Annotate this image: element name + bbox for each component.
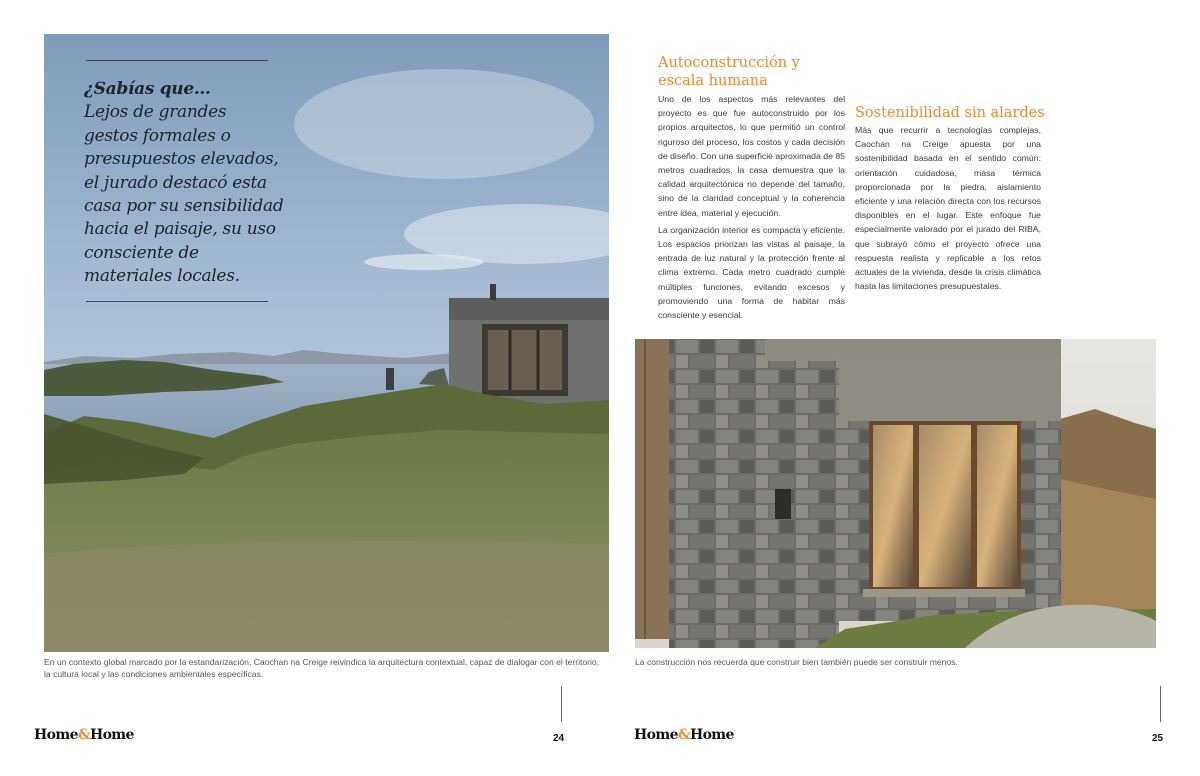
brand-logo-left: Home&Home [34,727,134,743]
quote-bottom-rule [86,301,268,302]
pull-quote [84,78,284,289]
quote-lead: ¿Sabías que… [84,79,211,99]
left-photo-caption: En un contexto global marcado por la estandarización, Caochan na Creige reivindica la arquitectura contextual, capaz de dialogar con el territorio, la cultura local y las condiciones ambientales específicas. [44,657,600,679]
section2-paragraph-1: Más que recurrir a tecnologías complejas, Caochan na Creige apuesta por una sostenibilidad basada en el sentido común: orientación cuidadosa, masa térmica proporcionada por la piedra, aislamiento eficiente y una relación directa con los recursos disponibles en el lugar. Este enfoque fue especialmente valorado por el jurado del RIBA, que subrayó cómo el proyecto ofrece una respuesta realista y replicable a los retos actuales de la vivienda, desde la crisis climática hasta las limitaciones presupuestales. [855,125,1041,292]
section1-paragraph-1: Uno de los aspectos más relevantes del proyecto es que fue autoconstruido por los propios arquitectos, lo que permitió un control riguroso del proceso, los costos y cada decisión de diseño. Con una superficie aproximada de 85 metros cuadrados, la casa demuestra que la calidad arquitectónica no depende del tamaño, sino de la claridad conceptual y la coherencia entre idea, material y ejecución. [658,94,845,218]
page-number-right: 25 [1152,733,1164,744]
section1-heading: Autoconstrucción y escala humana [658,55,800,89]
brand-logo-right: Home&Home [634,727,734,743]
section2-heading: Sostenibilidad sin alardes [855,105,1045,121]
right-footer-rule [1160,686,1161,722]
text-column-1 [658,92,845,321]
quote-top-rule [86,60,268,61]
stone-house-photo [635,339,1156,648]
quote-body: Lejos de grandes gestos formales o presupuestos elevados, el jurado destacó esta casa por su sensibilidad hacia el paisaje, su uso consciente de materiales locales. [84,102,284,287]
right-photo-caption: La construcción nos recuerda que construir bien también puede ser construir menos. [635,657,958,667]
section1-paragraph-2: La organización interior es compacta y eficiente. Los espacios priorizan las vistas al paisaje, la entrada de luz natural y la protección frente al clima extremo. Cada metro cuadrado cumple múltiples funciones, evitando excesos y promoviendo una forma de habitar más consciente y esencial. [658,224,845,321]
left-footer-rule [561,686,562,722]
page-number-left: 24 [553,733,565,744]
